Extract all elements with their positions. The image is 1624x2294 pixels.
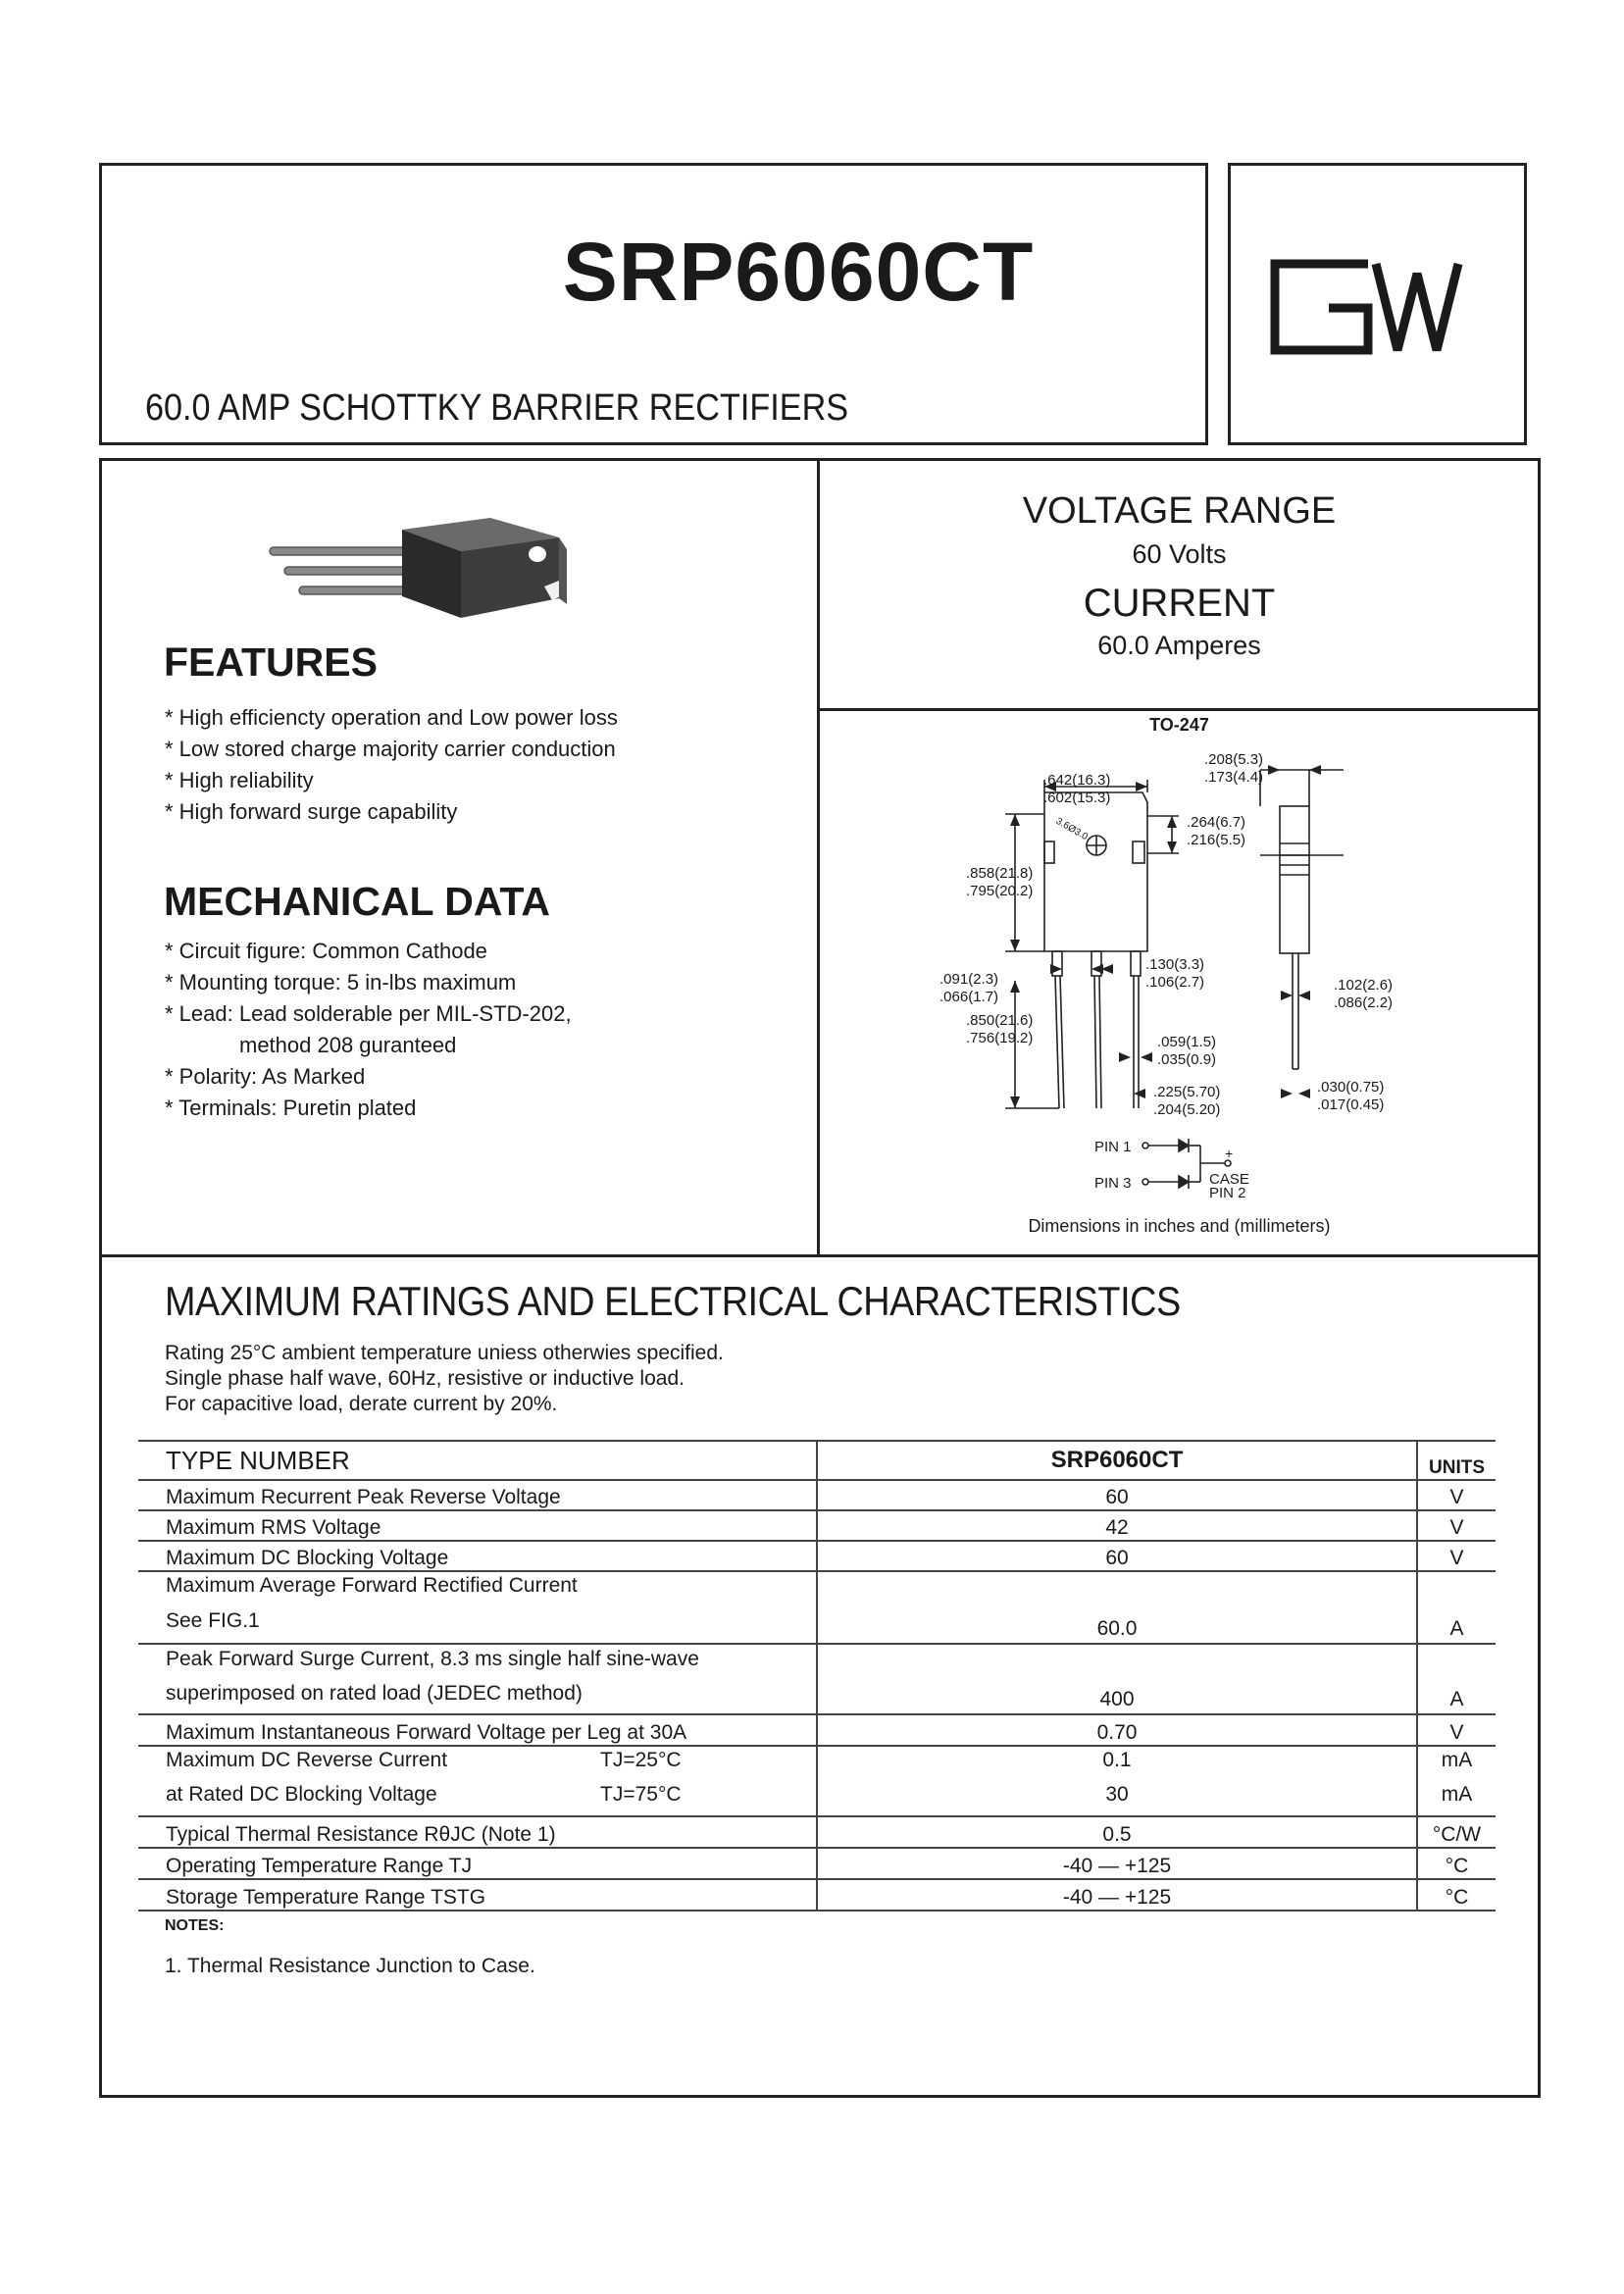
value-cell: 60 (817, 1541, 1417, 1571)
table-row (138, 1816, 1496, 1848)
feature-item: * Low stored charge majority carrier conduction (165, 737, 616, 761)
dim-label: .602(15.3) (1043, 790, 1111, 806)
dimensions-caption: Dimensions in inches and (millimeters) (1028, 1216, 1331, 1236)
header-type-number: TYPE NUMBER (138, 1441, 817, 1480)
value-line: 30 (1105, 1783, 1129, 1806)
dim-label: .130(3.3) (1145, 956, 1205, 973)
param-line: Peak Forward Surge Current, 8.3 ms single half sine-wave (166, 1648, 699, 1670)
features-list (165, 702, 618, 828)
dim-label: .017(0.45) (1317, 1096, 1385, 1113)
divider-ratings (101, 1254, 1539, 1257)
table-row (138, 1746, 1496, 1816)
param-line: Maximum Average Forward Rectified Current (166, 1574, 578, 1597)
param-cell: Maximum RMS Voltage (138, 1510, 817, 1541)
dim-label: .035(0.9) (1157, 1051, 1217, 1068)
case-label: CASE (1209, 1171, 1249, 1188)
param-cell (138, 1571, 817, 1644)
plus-label: + (1225, 1146, 1234, 1161)
gw-logo (1231, 166, 1524, 442)
dim-label: .059(1.5) (1157, 1034, 1217, 1050)
rating-note: For capacitive load, derate current by 20%. (165, 1393, 558, 1415)
dim-label: .173(4.4) (1204, 769, 1264, 786)
dim-label: .066(1.7) (939, 989, 999, 1005)
logo-box (1228, 163, 1527, 445)
voltage-range-value: 60 Volts (1132, 539, 1227, 569)
value-cell: 60 (817, 1480, 1417, 1510)
dim-label: .216(5.5) (1187, 832, 1246, 848)
unit-cell: V (1417, 1541, 1496, 1571)
param-cell: Operating Temperature Range TJ (138, 1848, 817, 1879)
mechanical-list (165, 936, 572, 1124)
unit-line: mA (1441, 1783, 1473, 1806)
to247-component-image (265, 510, 618, 628)
current-value: 60.0 Amperes (1097, 631, 1261, 660)
param-text: Maximum DC Reverse Current (166, 1749, 448, 1771)
unit-cell: V (1417, 1480, 1496, 1510)
unit-cell: °C/W (1417, 1816, 1496, 1848)
unit-cell: °C (1417, 1848, 1496, 1879)
dim-label: .102(2.6) (1334, 977, 1394, 994)
value-cell: 60.0 (817, 1571, 1417, 1644)
param-cell: Maximum Instantaneous Forward Voltage per Leg at 30A (138, 1714, 817, 1746)
pin3-label: PIN 3 (1094, 1175, 1132, 1192)
dim-label: .858(21.8) (966, 865, 1034, 882)
param-cell: Maximum Recurrent Peak Reverse Voltage (138, 1480, 817, 1510)
voltage-range-label: VOLTAGE RANGE (1022, 490, 1337, 532)
vertical-divider (817, 461, 820, 1255)
part-description: 60.0 AMP SCHOTTKY BARRIER RECTIFIERS (145, 387, 849, 429)
value-cell: 400 (817, 1644, 1417, 1714)
dim-label: .091(2.3) (939, 971, 999, 988)
param-line (166, 1774, 816, 1815)
unit-cell: A (1417, 1571, 1496, 1644)
unit-line: mA (1441, 1749, 1473, 1771)
dim-label: .850(21.6) (966, 1012, 1034, 1029)
mechanical-item: * Circuit figure: Common Cathode (165, 939, 487, 963)
dim-label: .086(2.2) (1334, 994, 1394, 1011)
param-line: superimposed on rated load (JEDEC method) (166, 1682, 583, 1705)
ratings-table (138, 1440, 1496, 1912)
table-header-row (138, 1441, 1496, 1480)
features-title: FEATURES (164, 639, 378, 685)
package-name: TO-247 (1149, 715, 1209, 735)
unit-cell: V (1417, 1510, 1496, 1541)
dim-label: .204(5.20) (1153, 1101, 1221, 1118)
unit-cell: V (1417, 1714, 1496, 1746)
unit-cell (1417, 1746, 1496, 1816)
condition-text: TJ=25°C (600, 1749, 682, 1771)
notes-title: NOTES: (165, 1917, 225, 1934)
unit-cell: °C (1417, 1879, 1496, 1911)
value-cell: -40 — +125 (817, 1848, 1417, 1879)
dim-label: .030(0.75) (1317, 1079, 1385, 1096)
mechanical-item: * Lead: Lead solderable per MIL-STD-202, (165, 1001, 572, 1026)
mechanical-item: * Terminals: Puretin plated (165, 1096, 417, 1120)
ratings-notes (165, 1341, 724, 1417)
dim-label: .795(20.2) (966, 883, 1034, 899)
dim-label: .756(19.2) (966, 1030, 1034, 1046)
value-cell: 42 (817, 1510, 1417, 1541)
unit-cell: A (1417, 1644, 1496, 1714)
value-cell (817, 1746, 1417, 1816)
table-row (138, 1510, 1496, 1541)
dim-label: .642(16.3) (1043, 772, 1111, 789)
ratings-title: MAXIMUM RATINGS AND ELECTRICAL CHARACTERISTICS (165, 1278, 1181, 1324)
table-row (138, 1879, 1496, 1911)
dim-label: .208(5.3) (1204, 751, 1264, 768)
part-number: SRP6060CT (562, 226, 1035, 318)
title-box (99, 163, 1208, 445)
table-row (138, 1480, 1496, 1510)
value-line: 0.1 (1102, 1749, 1132, 1771)
header-part-number: SRP6060CT (817, 1441, 1417, 1480)
param-cell: Typical Thermal Resistance RθJC (Note 1) (138, 1816, 817, 1848)
table-row (138, 1848, 1496, 1879)
value-cell: 0.5 (817, 1816, 1417, 1848)
param-cell: Storage Temperature Range TSTG (138, 1879, 817, 1911)
divider-voltage (820, 708, 1539, 711)
mechanical-item: * Polarity: As Marked (165, 1064, 366, 1089)
table-row (138, 1644, 1496, 1714)
param-text: at Rated DC Blocking Voltage (166, 1783, 437, 1806)
mechanical-item: * Mounting torque: 5 in-lbs maximum (165, 970, 517, 994)
rating-note: Rating 25°C ambient temperature uniess otherwies specified. (165, 1342, 724, 1364)
param-line: See FIG.1 (166, 1609, 260, 1632)
mechanical-title: MECHANICAL DATA (164, 879, 551, 924)
feature-item: * High forward surge capability (165, 799, 458, 824)
feature-item: * High efficiencty operation and Low power loss (165, 705, 618, 730)
param-line (166, 1747, 816, 1774)
value-cell: 0.70 (817, 1714, 1417, 1746)
hole-label: 3.6Ø3.0 (1053, 815, 1090, 843)
dim-label: .264(6.7) (1187, 814, 1246, 831)
mechanical-item: method 208 guranteed (239, 1033, 457, 1057)
feature-item: * High reliability (165, 768, 314, 792)
note-item: 1. Thermal Resistance Junction to Case. (165, 1955, 535, 1977)
param-cell: Maximum DC Blocking Voltage (138, 1541, 817, 1571)
table-row (138, 1714, 1496, 1746)
value-cell: -40 — +125 (817, 1879, 1417, 1911)
condition-text: TJ=75°C (600, 1783, 682, 1806)
table-row (138, 1571, 1496, 1644)
dim-label: .225(5.70) (1153, 1084, 1221, 1100)
dim-label: .106(2.7) (1145, 974, 1205, 991)
pin2-label: PIN 2 (1209, 1185, 1246, 1201)
param-cell (138, 1746, 817, 1816)
header-units: UNITS (1417, 1441, 1496, 1480)
current-label: CURRENT (1083, 582, 1276, 625)
pin1-label: PIN 1 (1094, 1139, 1132, 1155)
param-cell (138, 1644, 817, 1714)
table-row (138, 1541, 1496, 1571)
rating-note: Single phase half wave, 60Hz, resistive or inductive load. (165, 1367, 685, 1390)
